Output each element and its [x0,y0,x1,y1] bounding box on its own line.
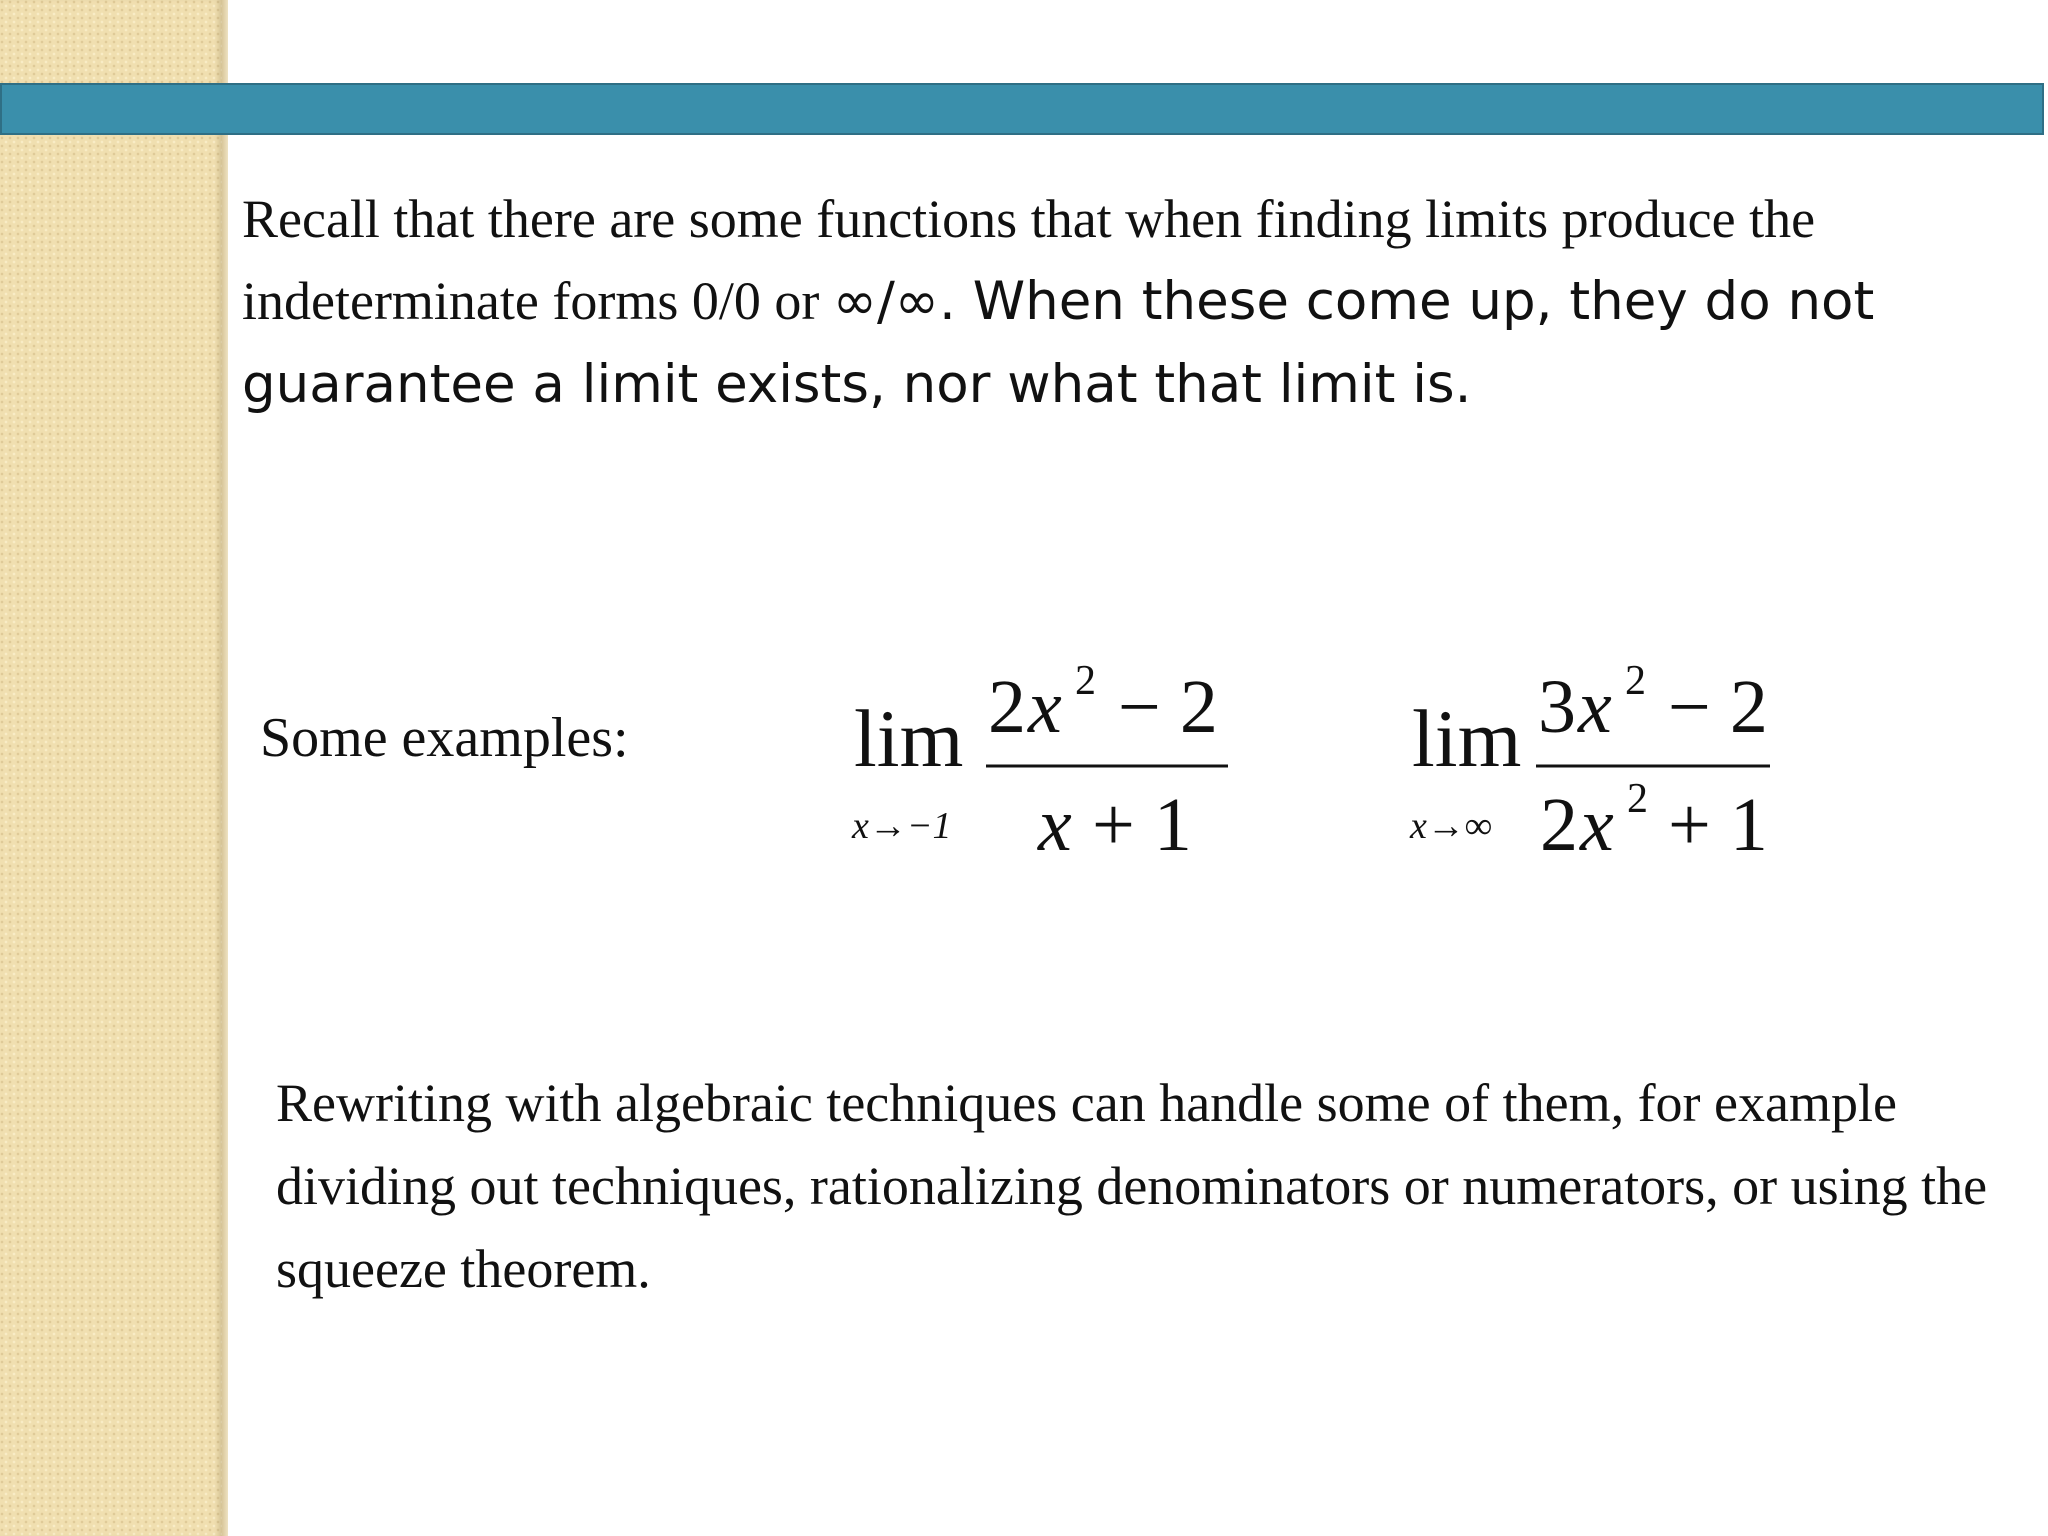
limit-1-subscript: x→−1 [852,805,952,847]
examples-label: Some examples: [260,707,629,769]
limit-2-den-rest: + 1 [1668,783,1768,867]
limit-1-den-var: x [1038,783,1072,867]
limit-2-numerator [1538,658,1768,749]
limit-1-numerator [988,658,1218,749]
limit-2-num-coef: 3 [1538,665,1576,749]
side-bar-edge [222,0,228,1536]
limit-1-den-rest: + 1 [1092,783,1192,867]
limit-1-num-exp: 2 [1075,658,1096,704]
limit-2 [1409,658,1770,867]
decorative-side-bar [0,0,222,1536]
limit-1-num-var: x [1028,665,1062,749]
limit-1 [851,658,1228,867]
limit-2-num-exp: 2 [1625,658,1646,704]
infinity-form: ∞/∞ [832,271,939,332]
intro-serif-text: Recall that there are some functions that when finding limits produce the indeterminate forms 0/0 or [242,189,1816,331]
limit-2-den-coef: 2 [1540,783,1578,867]
limit-2-num-rest: − 2 [1668,665,1768,749]
title-band [0,83,2044,135]
limit-2-denominator [1540,776,1768,867]
intro-sans-text: . When these come up, they do not guarantee a limit exists, nor what that limit is. [242,271,1875,415]
limit-1-lim: lim [854,693,964,784]
limit-2-subscript: x→∞ [1410,805,1492,847]
limit-1-num-rest: − 2 [1118,665,1218,749]
limit-2-den-var: x [1580,783,1614,867]
limit-1-denominator [1037,783,1192,867]
intro-paragraph [242,178,1992,426]
limit-1-num-coef: 2 [988,665,1026,749]
limit-2-lim: lim [1412,693,1522,784]
limit-examples-math [830,650,1790,880]
limit-2-den-exp: 2 [1627,776,1648,822]
limit-2-num-var: x [1578,665,1612,749]
outro-paragraph: Rewriting with algebraic techniques can handle some of them, for example dividing out techniques, rationalizing denominators or numerators, or using the squeeze theorem. [276,1073,1988,1299]
